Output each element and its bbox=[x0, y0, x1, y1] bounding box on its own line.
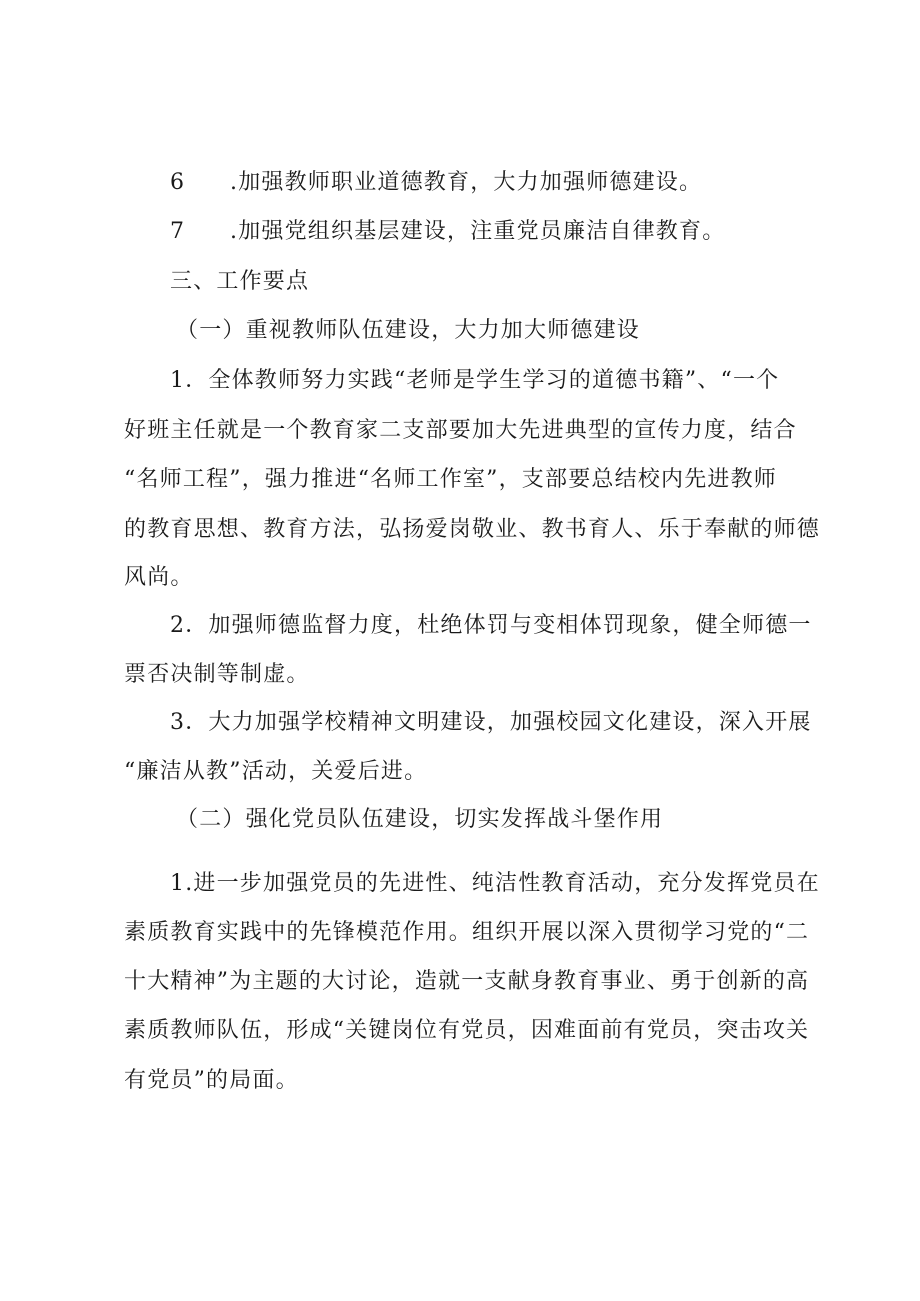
paragraph-line: “廉洁从教”活动，关爱后进。 bbox=[124, 759, 428, 784]
item-text: .加强教师职业道德教育，大力加强师德建设。 bbox=[230, 170, 703, 195]
subsection-heading-1: （一）重视教师队伍建设，大力加大师德建设 bbox=[176, 318, 641, 343]
paragraph-line: 1.进一步加强党员的先进性、纯洁性教育活动，充分发挥党员在 bbox=[170, 871, 820, 896]
item-number: 7 bbox=[170, 219, 186, 244]
paragraph-line: 1．全体教师努力实践“老师是学生学习的道德书籍”、“一个 bbox=[170, 368, 780, 393]
paragraph-line: 十大精神”为主题的大讨论，造就一支献身教育事业、勇于创新的高 bbox=[124, 969, 810, 994]
list-item-7 bbox=[170, 217, 860, 247]
item-number: 6 bbox=[170, 170, 186, 195]
paragraph-line: 素质教师队伍，形成“关键岗位有党员，因难面前有党员，突击攻关 bbox=[124, 1018, 810, 1043]
paragraph-line: 风尚。 bbox=[124, 565, 194, 590]
paragraph-line: 2．加强师德监督力度，杜绝体罚与变相体罚现象，健全师德一 bbox=[170, 613, 812, 638]
list-item-6 bbox=[170, 168, 860, 198]
paragraph-line: 3．大力加强学校精神文明建设，加强校园文化建设，深入开展 bbox=[170, 710, 812, 735]
item-text: .加强党组织基层建设，注重党员廉洁自律教育。 bbox=[230, 219, 726, 244]
paragraph-line: 好班主任就是一个教育家二支部要加大先进典型的宣传力度，结合 bbox=[124, 418, 797, 443]
paragraph-line: 票否决制等制虚。 bbox=[124, 662, 310, 687]
paragraph-line: “名师工程”，强力推进“名师工作室”，支部要总结校内先进教师 bbox=[124, 467, 777, 492]
paragraph-line: 素质教育实践中的先锋模范作用。组织开展以深入贯彻学习党的“二 bbox=[124, 920, 810, 945]
paragraph-line: 的教育思想、教育方法，弘扬爱岗敬业、教书育人、乐于奉献的师德 bbox=[124, 517, 821, 542]
section-heading: 三、工作要点 bbox=[170, 269, 310, 294]
paragraph-line: 有党员”的局面。 bbox=[124, 1068, 299, 1093]
subsection-heading-2: （二）强化党员队伍建设，切实发挥战斗堡作用 bbox=[176, 807, 664, 832]
